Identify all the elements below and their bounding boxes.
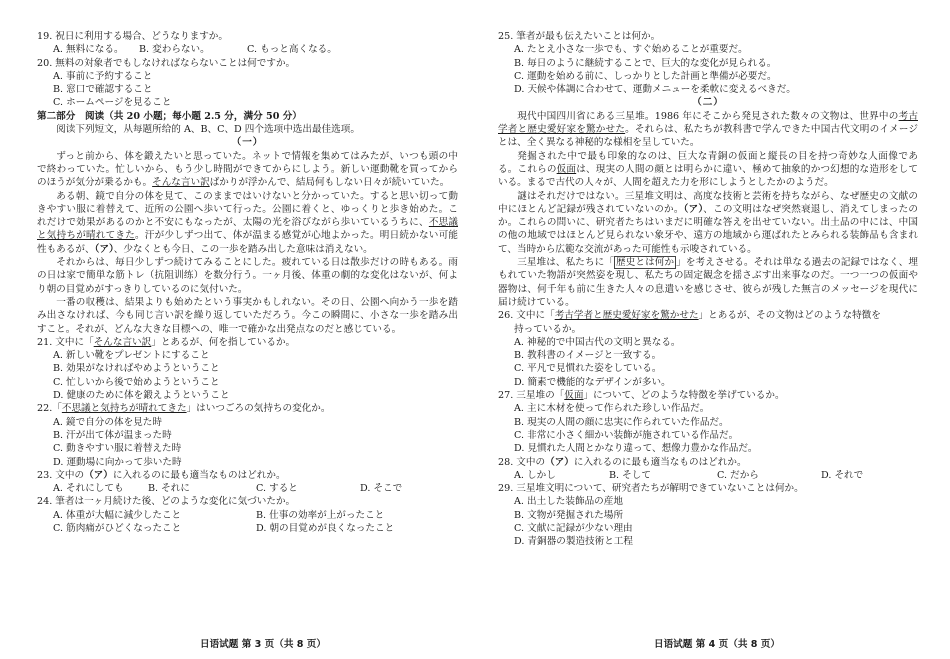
q26-option-a: A. 神秘的で中国古代の文明と異なる。: [514, 336, 681, 348]
q28-option-c: C. だから: [717, 469, 759, 481]
q26-option-c: C. 平凡で見慣れた姿をしている。: [514, 363, 662, 375]
page-footer-right: 日语试题 第 4 页（共 8 页）: [654, 639, 780, 650]
q24-option-c: C. 筋肉痛がひどくなったこと: [53, 522, 182, 534]
q26-option-d: D. 簡素で機能的なデザインが多い。: [514, 376, 671, 388]
passage2-para1: 現代中国四川省にある三星堆。1986 年にそこから発見された数々の文物は、世界中の考古学者と歴史愛好家を驚かせた。それらは、私たちが教科書で学んできた中国古代文明のイメージとは、全く異なる神秘的な様相を呈していた。: [498, 110, 918, 149]
q23-option-d: D. そこで: [360, 483, 403, 495]
blank-a-marker: （ア）: [94, 243, 114, 255]
q29-option-c: C. 文献に記録が少ない理由: [514, 522, 633, 534]
underline-feeling: 不思議と気持ちが晴れてきた: [37, 217, 459, 242]
q20-stem: 20. 無料の対象者でもしなければならないことは何ですか。: [37, 57, 296, 69]
q19-options: [37, 43, 458, 56]
q24-option-a: A. 体重が大幅に減少したこと: [53, 509, 182, 521]
q26-option-b: B. 教科書のイメージと一致する。: [514, 350, 662, 362]
passage2-para3: 謎はそれだけではない。三星堆文明は、高度な技術と芸術を持ちながら、なぜ歴史の文献の中にほとんど記録が残されていないのか。（ア）、この文明はなぜ突然衰退し、消えてしまったのか。これらの問いに、研究者たちはいまだに明確な答えを出せていない。出土品の中には、中国の他の地域ではほとんど見られない象牙や、遠方の地域から運ばれたとみられる装飾品も含まれて、当時から広範な交流があった可能性も示唆されている。: [498, 190, 919, 255]
q28-option-a: A. しかし: [514, 469, 556, 481]
q27-option-d: D. 見慣れた人間とかなり違って、想像力豊かな作品だ。: [514, 443, 758, 455]
q27-option-a: A. 主に木材を使って作られた珍しい作品だ。: [514, 403, 710, 415]
q21-stem: 21. 文中に「そんな言い訳」とあるが、何を指しているか。: [37, 336, 296, 348]
q28-option-b: B. そして: [609, 469, 651, 481]
q25-option-d: D. 天候や体調に合わせて、運動メニューを柔軟に変えるべきだ。: [514, 84, 796, 96]
q23-option-c: C. すると: [256, 483, 298, 495]
q22-option-a: A. 鏡で自分の体を見た時: [53, 416, 162, 428]
q25-stem: 25. 筆者が最も伝えたいことは何か。: [498, 31, 661, 42]
underline-surprised: 考古学者と歴史愛好家を驚かせた: [498, 110, 918, 136]
q22-option-b: B. 汗が出て体が温まった時: [53, 429, 172, 441]
page-footer-left: 日语试题 第 3 页（共 8 页）: [200, 639, 326, 650]
q24-options-row1: [37, 509, 458, 522]
q19-option-c: C. もっと高くなる。: [247, 44, 337, 56]
q28-options: [498, 469, 918, 482]
q24-option-d: D. 朝の目覚めが良くなったこと: [256, 522, 395, 534]
q24-options-row2: [37, 522, 458, 535]
left-column: [37, 30, 458, 535]
passage1-para4: 一番の収穫は、結果よりも始めたという事実かもしれない。その日、公園へ向かう一歩を踏み出さなければ、今も同じ言い訳を繰り返していただろう。今この瞬間に、小さな一歩を踏み出すこと。それが、どんな大きな目標への、唯一で確かな出発点なのだと感じている。: [37, 296, 458, 335]
section-1-heading: （一）: [231, 137, 264, 149]
passage1-para3: それからは、毎日少しずつ続けてみることにした。疲れている日は散歩だけの時もある。雨の日は家で簡単な筋トレ（抗阻训练）を数分行う。一ヶ月後、体重の劇的な変化はないが、何より朝の目覚めがすっきりしているのに気付いた。: [37, 257, 458, 295]
q21-option-c: C. 忙しいから後で始めようということ: [53, 376, 220, 388]
q25-option-b: B. 毎日のように継続することで、巨大的な変化が見られる。: [514, 57, 777, 69]
q29-stem: 29. 三星堆文明について、研究者たちが解明できていないことは何か。: [498, 483, 804, 495]
underline-excuse: そんな言い訳: [152, 177, 210, 189]
q22-stem: 22.「不思議と気持ちが晴れてきた」はいつごろの気持ちの変化か。: [37, 403, 331, 415]
q22-option-d: D. 運動場に向かって歩いた時: [53, 456, 182, 468]
q21-option-d: D. 健康のために体を鍛えようということ: [53, 390, 230, 402]
passage2-para4: 三星堆は、私たちに「 歴史とは何か 」を考えさせる。それは単なる過去の記録ではなく、埋もれていた物語が突然姿を現し、私たちの固定観念を揺さぶす出来事なのだ。一つ一つの仮面や器物は、何千年も前に生きた人々の息遣いを感じさせ、彼らが残した無言のメッセージを現代に届け続けている。: [498, 257, 919, 308]
q23-option-a: A. それにしても: [53, 483, 124, 495]
section-2-heading: （二）: [692, 97, 724, 109]
passage1-para2: ある朝、鏡で自分の体を見て、このままではいけないと分かっていた。すると思い切って動きやすい服に着替えて、近所の公園へ歩いて行った。公園に着くと、ゆっくりと歩き始めた。これだけで効果があるのかと不安にもなったが、太陽の光を浴びながら歩いているうちに、不思議と気持ちが晴れてきた。汗が少しずつ出て、体が温まる感覚が心地よかった。明日続かない可能性もあるが、（ア）、少なくとも今日、この一歩を踏み出した意味は消えない。: [37, 190, 459, 255]
q24-stem: 24. 筆者は一ヶ月続けた後、どのような変化に気づいたか。: [37, 496, 296, 508]
q26-stem: 26. 文中に「考古学者と歴史愛好家を驚かせた」とあるが、その文物はどのような特徴を: [498, 310, 881, 322]
q29-option-b: B. 文物が発掘された場所: [514, 509, 624, 521]
q19-option-a: A. 無料になる。: [53, 44, 124, 56]
q28-option-d: D. それで: [821, 469, 864, 481]
q19-stem: 19. 祝日に利用する場合、どうなりますか。: [37, 31, 228, 42]
passage2-para2: 発掘された中で最も印象的なのは、巨大な青銅の仮面と縦長の目を持つ奇妙な人面像である。これらの仮面は、現実の人間の顔とは明らかに違い、極めて抽象的かつ幻想的な造形をしている。まるで古代の人々が、人間を超えた力を形にしようとしたかのようだ。: [498, 150, 919, 189]
q21-option-a: A. 新しい靴をプレゼントにすること: [53, 350, 210, 362]
q29-option-d: D. 青銅器の製造技術と工程: [514, 536, 633, 548]
q26-stem-cont: 持っているか。: [514, 323, 582, 335]
q21-option-b: B. 効果がなければやめようということ: [53, 363, 220, 375]
part2-heading: 第二部分 阅读（共 20 小题；每小题 2.5 分，满分 50 分）: [37, 110, 302, 122]
blank-a-marker-2: （ア）: [683, 203, 704, 215]
q22-option-c: C. 動きやすい服に着替えた時: [53, 443, 182, 455]
q23-option-b: B. それに: [148, 483, 190, 495]
q20-option-a: A. 事前に予約すること: [53, 70, 153, 82]
q20-option-c: C. ホームページを見ること: [53, 97, 172, 109]
underline-mask: 仮面: [556, 163, 577, 175]
q27-option-c: C. 非常に小さく細かい装飾が施されている作品だ。: [514, 429, 739, 441]
q20-option-b: B. 窓口で確認すること: [53, 84, 153, 96]
q25-option-a: A. たとえ小さな一歩でも、すぐ始めることが重要だ。: [514, 44, 748, 56]
q27-option-b: B. 現実の人間の顔に忠実に作られていた作品だ。: [514, 416, 729, 428]
q25-option-c: C. 運動を始める前に、しっかりとした計画と準備が必要だ。: [514, 70, 777, 82]
q27-stem: 27. 三星堆の「仮面」について、どのような特徴を挙げているか。: [498, 390, 785, 402]
q19-option-b: B. 変わらない。: [139, 44, 210, 56]
q24-option-b: B. 仕事の効率が上がったこと: [256, 509, 385, 521]
q23-options: [37, 482, 458, 495]
q23-stem: 23. 文中の（ア）に入れるのに最も適当なものはどれか。: [37, 469, 286, 481]
passage1-para1: ずっと前から、体を鍛えたいと思っていた。ネットで情報を集めてはみたが、いつも頭の中で終わっていた。忙しいから、もう少し時間ができてからにしよう。新しい運動靴を買ってからのほうが気分が乗るかも。そんな言い訳ばかりが浮かんで、結局何もしない日々が続いていた。: [37, 150, 458, 189]
boxed-what-is-history: 歴史とは何か: [616, 257, 675, 269]
q29-option-a: A. 出土した装飾品の産地: [514, 496, 623, 508]
right-column: [498, 30, 918, 549]
q28-stem: 28. 文中の（ア）に入れるのに最も適当なものはどれか。: [498, 456, 747, 468]
part2-instruction: 阅读下列短文，从每题所给的 A、B、C、D 四个选项中选出最佳选项。: [56, 124, 360, 136]
